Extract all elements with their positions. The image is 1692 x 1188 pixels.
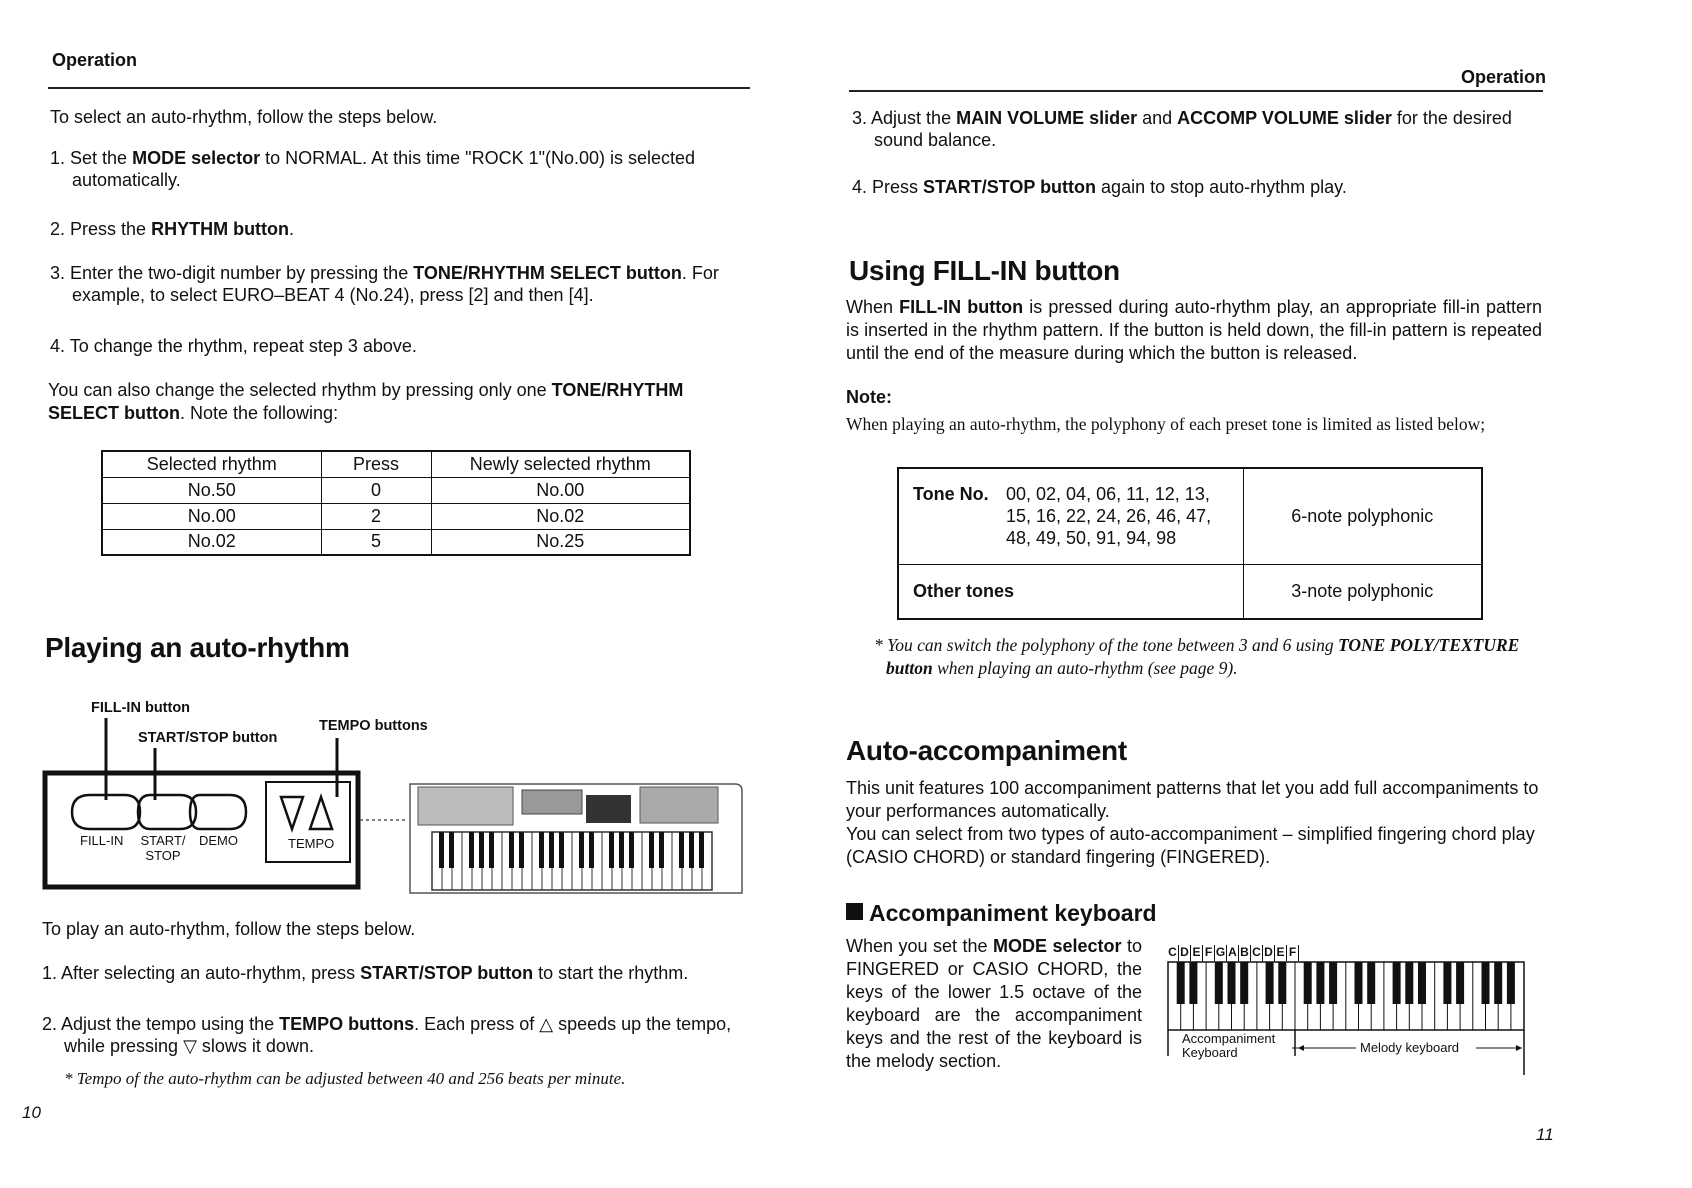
black-key	[1456, 962, 1464, 1004]
start-stop-button-label: START/ STOP	[140, 833, 186, 863]
note-letter: E	[1275, 945, 1287, 961]
fill-in-paragraph: When FILL-IN button is pressed during auto-rhythm play, an appropriate fill-in pattern is inserted in the rhythm pattern. If the button is held down, the fill-in pattern is repeated until the end of the measure during which the button is released.	[846, 297, 1543, 363]
tempo-range-note: * Tempo of the auto-rhythm can be adjusted between 40 and 256 beats per minute.	[64, 1069, 626, 1088]
note-letter: D	[1179, 945, 1191, 961]
melody-keyboard-label: Melody keyboard	[1360, 1040, 1459, 1055]
arrow-left-icon	[1298, 1045, 1304, 1051]
tone-list-line: 15, 16, 22, 24, 26, 46, 47,	[1006, 506, 1212, 527]
right-page	[846, 0, 1692, 1188]
note-text: When playing an auto-rhythm, the polyphony of each preset tone is limited as listed below;	[846, 414, 1486, 434]
black-key	[1355, 962, 1363, 1004]
black-key	[1418, 962, 1426, 1004]
table-cell: 0	[321, 477, 431, 503]
note-letter: F	[1203, 945, 1215, 961]
fill-in-callout: FILL-IN button	[91, 700, 191, 716]
note-letter: F	[1287, 945, 1299, 961]
black-key	[1405, 962, 1413, 1004]
keyboard-illustration	[410, 784, 742, 893]
play-step-3: 3. Adjust the MAIN VOLUME slider and ACCOMP VOLUME slider for the desired sound balance.	[852, 108, 1512, 150]
note-letter: C	[1167, 945, 1179, 961]
left-header: Operation	[52, 50, 138, 70]
polyphony-switch-note: * You can switch the polyphony of the tone between 3 and 6 using TONE POLY/TEXTURE button when playing an auto-rhythm (see page 9).	[874, 635, 1520, 678]
table-cell: No.25	[431, 529, 690, 555]
page-number-left: 10	[22, 1103, 41, 1122]
black-key	[1482, 962, 1490, 1004]
black-key	[1507, 962, 1515, 1004]
accomp-keyboard-label: Accompaniment Keyboard	[1182, 1031, 1276, 1060]
note-letter: E	[1191, 945, 1203, 961]
tempo-up-inline-icon: △	[539, 1014, 554, 1034]
note-letter: C	[1251, 945, 1263, 961]
table-cell: No.02	[102, 529, 321, 555]
start-stop-callout: START/STOP button	[138, 730, 278, 746]
note-letter: D	[1263, 945, 1275, 961]
table-header: Press	[321, 451, 431, 477]
black-key	[1177, 962, 1185, 1004]
demo-button-label: DEMO	[199, 833, 238, 848]
accomp-paragraph-2: You can select from two types of auto-accompaniment – simplified fingering chord play (CASIO CHORD) or standard fingering (FINGERED).	[846, 824, 1535, 867]
tempo-callout: TEMPO buttons	[319, 718, 428, 734]
note-title: Note:	[846, 387, 892, 407]
black-key	[1329, 962, 1337, 1004]
arrow-right-icon	[1516, 1045, 1522, 1051]
play-step-4: 4. Press START/STOP button again to stop auto-rhythm play.	[852, 177, 1347, 197]
table-cell: No.00	[102, 503, 321, 529]
start-stop-button-shape	[138, 795, 196, 829]
black-key	[1367, 962, 1375, 1004]
black-key	[1240, 962, 1248, 1004]
rhythm-select-intro: To select an auto-rhythm, follow the steps below.	[50, 107, 438, 127]
tempo-down-inline-icon: ▽	[183, 1036, 197, 1056]
section-title-fill-in: Using FILL-IN button	[849, 255, 1120, 286]
demo-button-shape	[190, 795, 246, 829]
section-title-playing: Playing an auto-rhythm	[45, 632, 350, 663]
black-key	[1393, 962, 1401, 1004]
note-letter: B	[1239, 945, 1251, 961]
table-header: Selected rhythm	[102, 451, 321, 477]
black-key	[1189, 962, 1197, 1004]
select-step-3: 3. Enter the two-digit number by pressing the TONE/RHYTHM SELECT button. For example, to select EURO–BEAT 4 (No.24), press [2] and then [4].	[50, 263, 719, 305]
table-cell: 2	[321, 503, 431, 529]
black-key	[1228, 962, 1236, 1004]
tone-no-label: Tone No.	[913, 484, 989, 505]
accomp-keyboard-title: Accompaniment keyboard	[846, 900, 1157, 927]
table-cell: No.50	[102, 477, 321, 503]
tone-list-line: 00, 02, 04, 06, 11, 12, 13,	[1006, 484, 1210, 505]
section-title-auto-accomp: Auto-accompaniment	[846, 735, 1127, 766]
page-number-right: 11	[1536, 1125, 1554, 1144]
play-intro: To play an auto-rhythm, follow the steps below.	[42, 919, 416, 939]
table-cell: 6-note polyphonic	[1243, 468, 1482, 564]
fill-in-button-shape	[72, 795, 140, 829]
black-key	[1304, 962, 1312, 1004]
tempo-button-label: TEMPO	[288, 836, 335, 851]
black-key	[1278, 962, 1286, 1004]
accomp-keyboard-paragraph: When you set the MODE selector to FINGERED or CASIO CHORD, the keys of the lower 1.5 octave of the keyboard are the accompaniment keys and the rest of the keyboard is the melody section.	[846, 936, 1142, 1071]
accompaniment-keyboard-diagram	[846, 0, 1692, 1188]
tempo-down-icon	[281, 797, 303, 829]
table-cell: No.02	[431, 503, 690, 529]
table-cell: Other tones	[898, 564, 1243, 619]
black-key	[1266, 962, 1274, 1004]
select-step-2: 2. Press the RHYTHM button.	[50, 219, 295, 239]
also-change-paragraph: You can also change the selected rhythm by pressing only one TONE/RHYTHM SELECT button. Note the following:	[48, 380, 684, 423]
table-header: Newly selected rhythm	[431, 451, 690, 477]
play-step-2: 2. Adjust the tempo using the TEMPO buttons. Each press of △ speeds up the tempo, while pressing ▽ slows it down.	[42, 1014, 732, 1056]
accomp-paragraph-1: This unit features 100 accompaniment patterns that let you add full accompaniments to your performances automatically.	[846, 778, 1539, 821]
table-cell: 5	[321, 529, 431, 555]
play-step-1: 1. After selecting an auto-rhythm, press START/STOP button to start the rhythm.	[42, 963, 689, 983]
select-step-1: 1. Set the MODE selector to NORMAL. At this time "ROCK 1"(No.00) is selected automatically.	[50, 148, 696, 190]
note-letter: G	[1215, 945, 1226, 959]
note-letter: A	[1227, 945, 1239, 961]
black-key	[1494, 962, 1502, 1004]
tone-list-line: 48, 49, 50, 91, 94, 98	[1006, 528, 1177, 549]
fill-in-button-label: FILL-IN	[80, 833, 124, 848]
tempo-up-icon	[310, 797, 332, 829]
select-step-4: 4. To change the rhythm, repeat step 3 above.	[50, 336, 417, 356]
table-cell: 3-note polyphonic	[1243, 564, 1482, 619]
table-cell: No.00	[431, 477, 690, 503]
black-key	[1215, 962, 1223, 1004]
black-key	[1316, 962, 1324, 1004]
right-header: Operation	[1461, 67, 1547, 87]
black-key	[1443, 962, 1451, 1004]
